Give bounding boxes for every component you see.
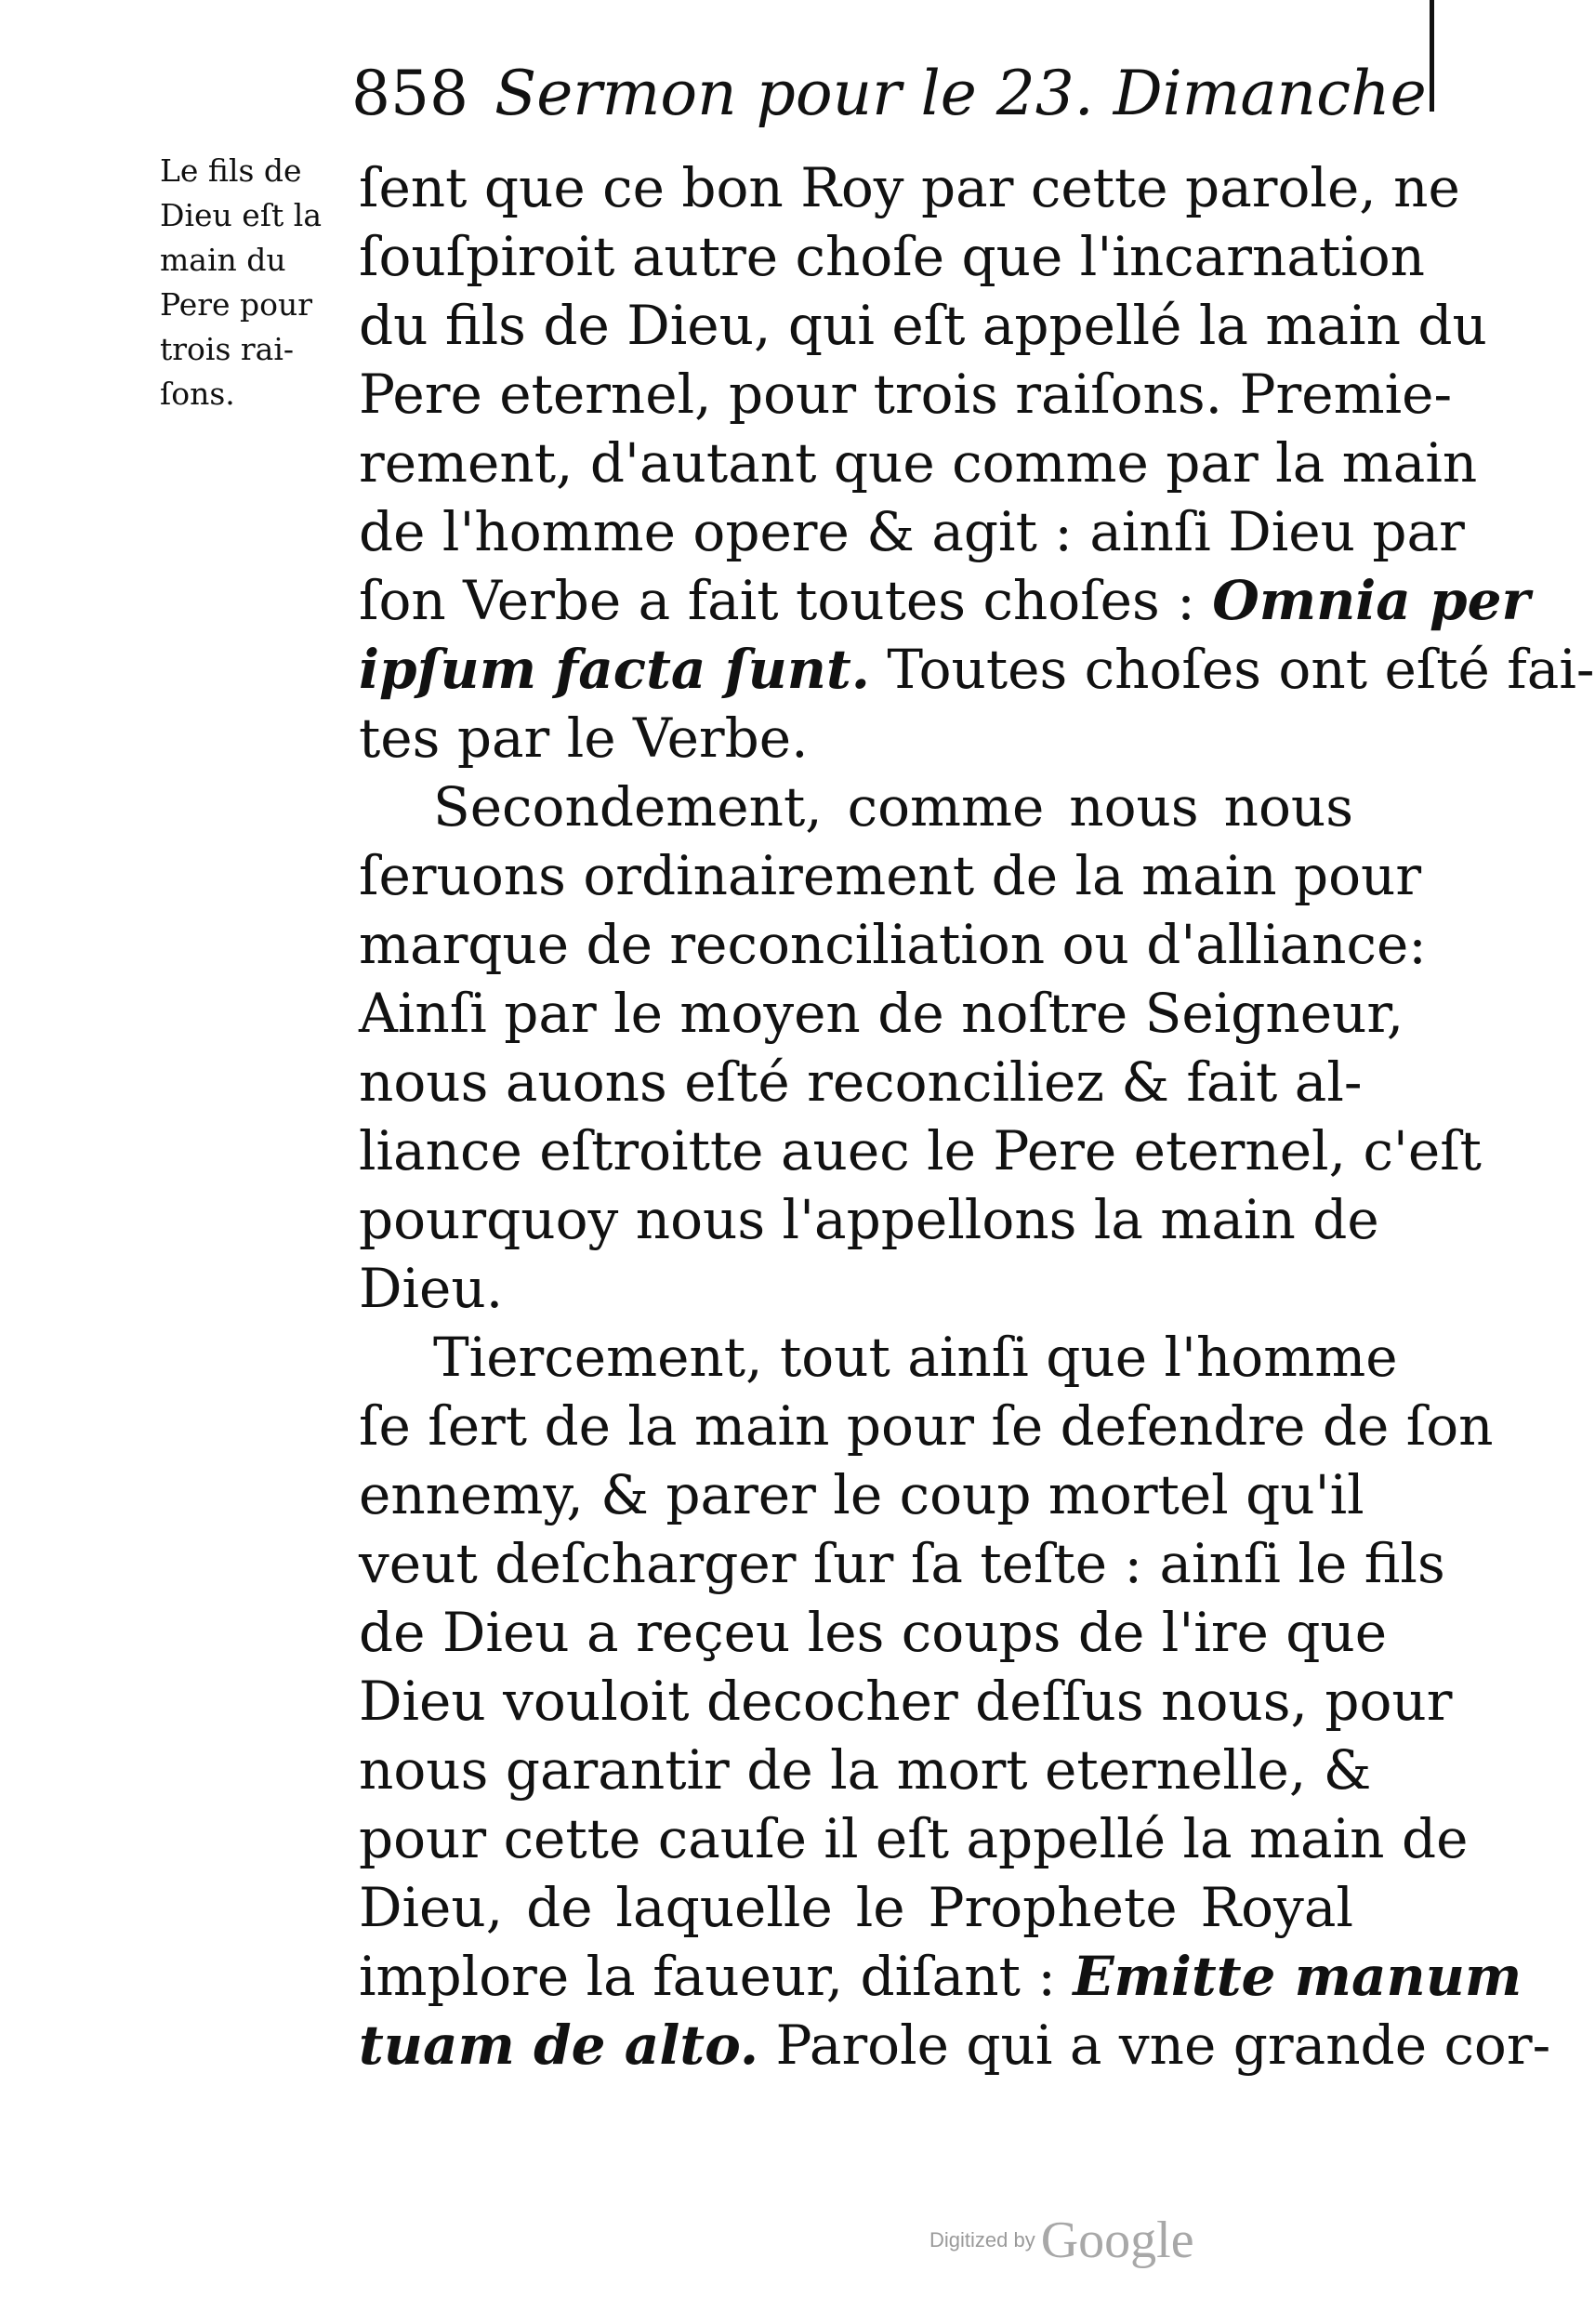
text-run: Parole qui a vne grande cor- xyxy=(758,2014,1551,2077)
running-title: Sermon pour le 23. Dimanche xyxy=(494,58,1427,129)
body-text xyxy=(359,153,1595,2080)
text-line: nous garantir de la mort eternelle, & xyxy=(359,1738,1372,1802)
margin-note-line: Pere pour xyxy=(160,286,313,323)
text-line: nous auons eſté reconciliez & fait al- xyxy=(359,1050,1363,1114)
text-run: Toutes choſes ont eſté fai- xyxy=(869,638,1595,701)
text-line: de l'homme opere & agit : ainſi Dieu par xyxy=(359,500,1465,563)
text-line: Pere eternel, pour trois raiſons. Premie- xyxy=(359,363,1453,426)
text-line: ſe ſert de la main pour ſe defendre de ſon xyxy=(359,1394,1494,1458)
text-line: Ainſi par le moyen de noſtre Seigneur, xyxy=(359,982,1404,1045)
text-line: Dieu, de laquelle le Prophete Royal xyxy=(359,1876,1353,1939)
text-line: liance eſtroitte auec le Pere eternel, c'eſt xyxy=(359,1119,1482,1182)
running-header xyxy=(351,58,1427,129)
text-line: pourquoy nous l'appellons la main de xyxy=(359,1188,1379,1251)
margin-note-line: Dieu eſt la xyxy=(160,197,323,233)
latin-quote: Omnia per xyxy=(1212,569,1531,632)
margin-note-line: ſons. xyxy=(160,376,235,412)
text-line: tes par le Verbe. xyxy=(359,706,809,770)
text-line xyxy=(359,1942,1522,2011)
text-line: ſouſpiroit autre choſe que l'incarnation xyxy=(359,225,1426,288)
latin-quote: Emitte manum xyxy=(1073,1945,1522,2008)
page-edge-rule xyxy=(1430,0,1434,112)
google-logo: Google xyxy=(1040,2212,1194,2269)
text-line: du fils de Dieu, qui eſt appellé la main du xyxy=(359,294,1487,357)
text-line: Dieu vouloit decocher deſſus nous, pour xyxy=(359,1670,1453,1733)
text-line: de Dieu a reçeu les coups de l'ire que xyxy=(359,1601,1388,1664)
text-run: implore la faueur, diſant : xyxy=(359,1945,1074,2008)
text-line: pour cette cauſe il eſt appellé la main de xyxy=(359,1807,1469,1870)
text-line: Secondement, comme nous nous xyxy=(433,775,1353,838)
latin-quote: ipſum facta ſunt. xyxy=(359,638,870,701)
page-number: 858 xyxy=(351,58,468,129)
text-run: ſon Verbe a fait toutes choſes : xyxy=(359,569,1213,632)
margin-note xyxy=(160,149,364,416)
text-line: ennemy, & parer le coup mortel qu'il xyxy=(359,1463,1364,1526)
text-line xyxy=(359,635,1595,704)
text-line: rement, d'autant que comme par la main xyxy=(359,431,1478,495)
text-line: Dieu. xyxy=(359,1257,504,1320)
text-line: ſent que ce bon Roy par cette parole, ne xyxy=(359,156,1460,219)
text-line: Tiercement, tout ainſi que l'homme xyxy=(433,1326,1398,1389)
text-line: ſeruons ordinairement de la main pour xyxy=(359,844,1422,907)
latin-quote: tuam de alto. xyxy=(359,2014,759,2077)
text-line xyxy=(359,566,1531,635)
margin-note-line: main du xyxy=(160,242,286,278)
digitized-by-label: Digitized by xyxy=(929,2228,1035,2251)
margin-note-line: Le fils de xyxy=(160,152,302,189)
margin-note-line: trois rai- xyxy=(160,331,295,367)
digitized-by-watermark xyxy=(929,2211,1194,2270)
text-line xyxy=(359,2011,1551,2080)
text-line: veut deſcharger ſur ſa teſte : ainſi le fils xyxy=(359,1532,1445,1595)
text-line: marque de reconciliation ou d'alliance: xyxy=(359,913,1427,976)
